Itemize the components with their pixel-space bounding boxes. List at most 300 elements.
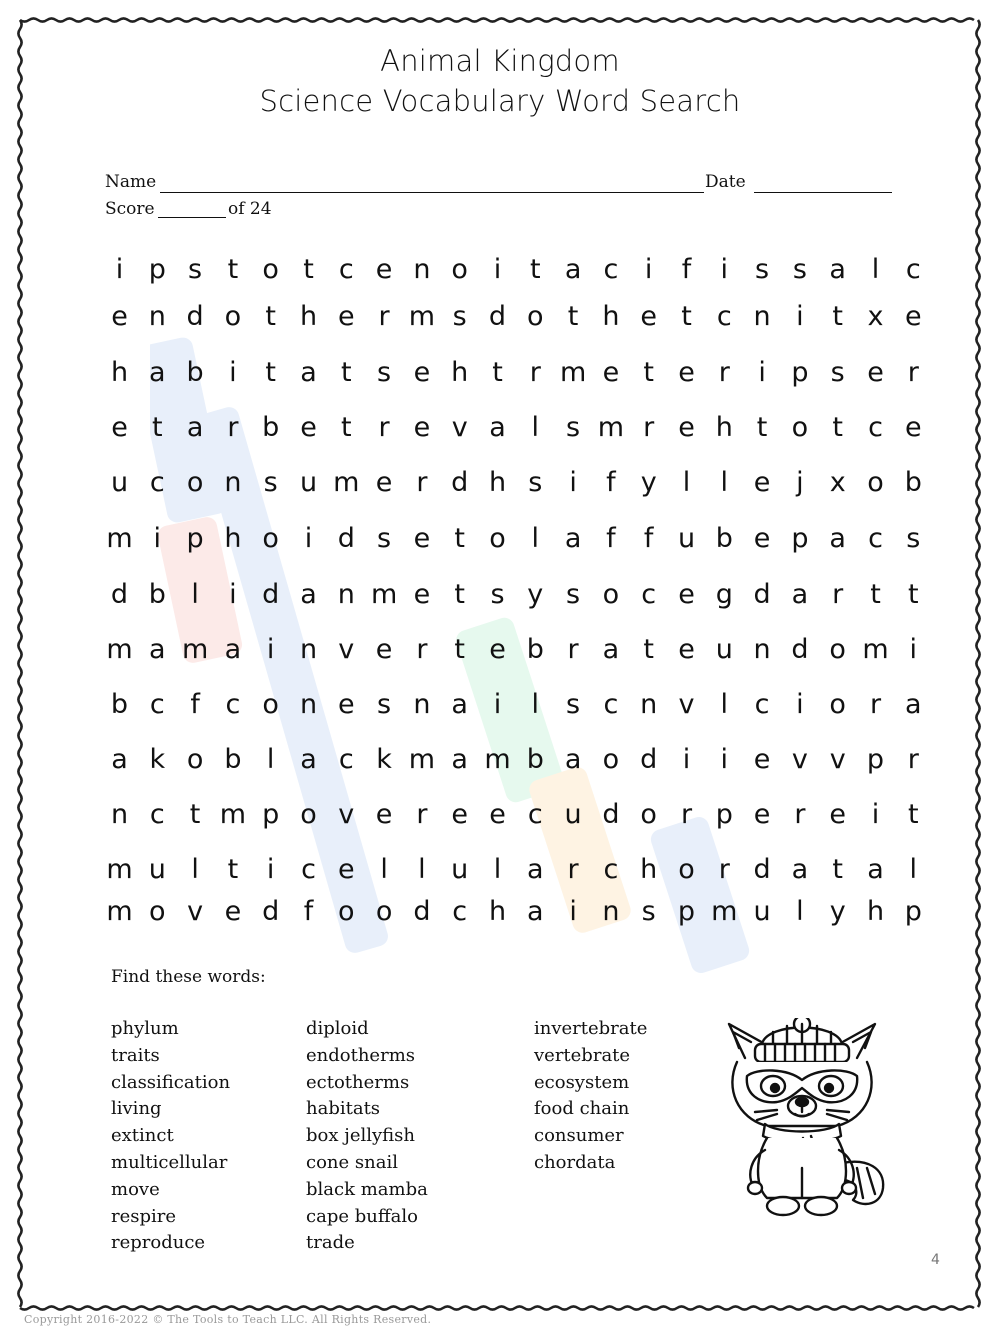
grid-letter[interactable]: r: [378, 301, 390, 332]
grid-letter[interactable]: v: [338, 634, 355, 665]
grid-letter[interactable]: e: [375, 254, 393, 285]
grid-letter[interactable]: t: [492, 357, 503, 388]
grid-letter[interactable]: r: [869, 689, 882, 720]
grid-letter[interactable]: d: [110, 579, 129, 610]
grid-letter[interactable]: d: [262, 579, 280, 610]
grid-letter[interactable]: m: [408, 744, 436, 775]
grid-letter[interactable]: h: [866, 896, 885, 927]
grid-letter[interactable]: y: [829, 896, 846, 927]
grid-letter[interactable]: l: [380, 854, 388, 885]
grid-letter[interactable]: s: [830, 357, 845, 388]
grid-letter[interactable]: v: [451, 412, 468, 443]
grid-letter[interactable]: m: [408, 301, 436, 332]
grid-letter[interactable]: o: [489, 523, 506, 554]
grid-letter[interactable]: e: [413, 412, 431, 443]
grid-letter[interactable]: c: [603, 854, 619, 885]
grid-letter[interactable]: n: [299, 634, 318, 665]
grid-letter[interactable]: n: [753, 301, 771, 332]
grid-letter[interactable]: o: [224, 301, 242, 332]
grid-letter[interactable]: s: [566, 579, 581, 610]
grid-letter[interactable]: d: [753, 854, 771, 885]
grid-letter[interactable]: p: [262, 799, 280, 830]
grid-letter[interactable]: o: [640, 799, 657, 830]
grid-letter[interactable]: n: [224, 467, 242, 498]
grid-letter[interactable]: t: [756, 412, 768, 443]
grid-letter[interactable]: o: [262, 254, 279, 285]
grid-letter[interactable]: i: [758, 357, 766, 388]
grid-letter[interactable]: e: [413, 579, 431, 610]
grid-letter[interactable]: k: [149, 744, 166, 775]
grid-letter[interactable]: p: [791, 523, 809, 554]
grid-letter[interactable]: o: [829, 634, 846, 665]
grid-letter[interactable]: r: [907, 744, 919, 775]
grid-letter[interactable]: b: [148, 579, 166, 610]
grid-letter[interactable]: f: [606, 523, 616, 554]
grid-letter[interactable]: i: [871, 799, 880, 830]
grid-letter[interactable]: n: [602, 896, 620, 927]
grid-letter[interactable]: b: [224, 744, 242, 775]
grid-letter[interactable]: p: [186, 523, 204, 554]
grid-letter[interactable]: e: [678, 412, 695, 443]
grid-letter[interactable]: d: [791, 634, 809, 665]
grid-letter[interactable]: l: [493, 854, 502, 885]
grid-letter[interactable]: i: [304, 523, 313, 554]
grid-letter[interactable]: m: [484, 744, 511, 775]
grid-letter[interactable]: p: [904, 896, 922, 927]
grid-letter[interactable]: b: [715, 523, 733, 554]
grid-letter[interactable]: b: [262, 412, 280, 443]
grid-letter[interactable]: a: [867, 854, 884, 885]
grid-letter[interactable]: m: [181, 634, 209, 665]
grid-letter[interactable]: n: [110, 799, 129, 830]
grid-letter[interactable]: p: [677, 896, 696, 927]
grid-letter[interactable]: a: [564, 254, 582, 285]
grid-letter[interactable]: f: [303, 896, 314, 927]
grid-letter[interactable]: a: [300, 744, 317, 775]
grid-letter[interactable]: e: [867, 357, 884, 388]
grid-letter[interactable]: r: [680, 799, 693, 830]
grid-letter[interactable]: o: [451, 254, 468, 285]
grid-letter[interactable]: i: [644, 254, 653, 285]
grid-letter[interactable]: o: [602, 579, 620, 610]
grid-letter[interactable]: a: [527, 896, 544, 927]
grid-letter[interactable]: m: [711, 896, 738, 927]
grid-letter[interactable]: e: [300, 412, 317, 443]
word-list-item: invertebrate: [534, 1018, 648, 1039]
grid-letter[interactable]: i: [229, 579, 237, 610]
grid-letter[interactable]: p: [791, 357, 809, 388]
name-field[interactable]: [160, 192, 704, 193]
grid-letter[interactable]: n: [299, 689, 318, 720]
grid-letter[interactable]: p: [148, 254, 166, 285]
grid-letter[interactable]: b: [526, 634, 544, 665]
grid-letter[interactable]: a: [451, 744, 468, 775]
grid-letter[interactable]: l: [418, 854, 426, 885]
grid-letter[interactable]: a: [149, 634, 166, 665]
grid-letter[interactable]: c: [603, 689, 619, 720]
grid-letter[interactable]: i: [796, 689, 804, 720]
grid-letter[interactable]: s: [528, 467, 543, 498]
grid-letter[interactable]: m: [862, 634, 889, 665]
grid-letter[interactable]: u: [715, 634, 733, 665]
grid-letter[interactable]: c: [149, 799, 165, 830]
grid-letter[interactable]: e: [337, 689, 355, 720]
grid-letter[interactable]: c: [338, 254, 354, 285]
grid-letter[interactable]: u: [148, 854, 166, 885]
date-field[interactable]: [754, 192, 892, 193]
grid-letter[interactable]: r: [718, 854, 730, 885]
grid-letter[interactable]: x: [867, 301, 884, 332]
grid-letter[interactable]: l: [909, 854, 918, 885]
grid-letter[interactable]: e: [375, 634, 393, 665]
grid-letter[interactable]: h: [602, 301, 620, 332]
grid-letter[interactable]: n: [640, 689, 658, 720]
grid-letter[interactable]: p: [866, 744, 885, 775]
grid-letter[interactable]: s: [792, 254, 807, 285]
grid-letter[interactable]: s: [377, 689, 392, 720]
grid-letter[interactable]: o: [527, 301, 544, 332]
grid-letter[interactable]: v: [187, 896, 204, 927]
grid-letter[interactable]: s: [188, 254, 203, 285]
grid-letter[interactable]: d: [753, 579, 771, 610]
grid-letter[interactable]: e: [602, 357, 620, 388]
grid-letter[interactable]: e: [678, 634, 695, 665]
grid-letter[interactable]: t: [643, 634, 654, 665]
grid-letter[interactable]: a: [905, 689, 922, 720]
grid-letter[interactable]: t: [832, 854, 843, 885]
grid-letter[interactable]: u: [564, 799, 582, 830]
grid-letter[interactable]: e: [451, 799, 468, 830]
grid-letter[interactable]: f: [190, 689, 200, 720]
grid-letter[interactable]: e: [640, 301, 657, 332]
word-list-item: food chain: [534, 1098, 630, 1120]
grid-letter[interactable]: t: [265, 357, 276, 388]
grid-letter[interactable]: h: [640, 854, 658, 885]
grid-letter[interactable]: t: [265, 301, 276, 332]
word-list-item: classification: [111, 1071, 231, 1093]
grid-letter[interactable]: e: [904, 412, 922, 443]
grid-letter[interactable]: h: [110, 357, 129, 388]
grid-letter[interactable]: e: [375, 799, 393, 830]
grid-letter[interactable]: o: [602, 744, 620, 775]
score-total: of 24: [228, 199, 272, 219]
grid-letter[interactable]: x: [829, 467, 846, 498]
grid-letter[interactable]: y: [640, 467, 657, 498]
grid-letter[interactable]: v: [829, 744, 846, 775]
grid-letter[interactable]: t: [567, 301, 579, 332]
grid-letter[interactable]: h: [224, 523, 242, 554]
grid-letter[interactable]: t: [530, 254, 541, 285]
grid-letter[interactable]: m: [106, 854, 133, 885]
grid-letter[interactable]: i: [720, 254, 729, 285]
grid-letter[interactable]: e: [829, 799, 846, 830]
grid-row: [100, 579, 930, 619]
grid-letter[interactable]: a: [300, 579, 317, 610]
grid-letter[interactable]: m: [106, 523, 133, 554]
grid-letter[interactable]: t: [832, 301, 843, 332]
grid-letter[interactable]: t: [832, 412, 843, 443]
grid-letter[interactable]: r: [529, 357, 541, 388]
grid-letter[interactable]: e: [337, 854, 355, 885]
grid-letter[interactable]: t: [870, 579, 881, 610]
grid-letter[interactable]: m: [219, 799, 247, 830]
grid-letter[interactable]: c: [149, 689, 165, 720]
grid-letter[interactable]: m: [370, 579, 398, 610]
grid-letter[interactable]: i: [153, 523, 162, 554]
grid-letter[interactable]: n: [148, 301, 166, 332]
grid-letter[interactable]: e: [489, 799, 506, 830]
grid-letter[interactable]: f: [681, 254, 692, 285]
grid-letter[interactable]: f: [643, 523, 654, 554]
grid-letter[interactable]: i: [796, 301, 804, 332]
grid-letter[interactable]: o: [300, 799, 317, 830]
grid-letter[interactable]: m: [106, 634, 133, 665]
grid-letter[interactable]: r: [794, 799, 806, 830]
grid-letter[interactable]: o: [186, 467, 204, 498]
grid-letter[interactable]: r: [416, 634, 428, 665]
grid-letter[interactable]: c: [603, 254, 619, 285]
grid-letter[interactable]: l: [796, 896, 804, 927]
grid-letter[interactable]: t: [303, 254, 314, 285]
grid-letter[interactable]: e: [753, 523, 771, 554]
grid-letter[interactable]: t: [341, 412, 352, 443]
grid-row: [100, 799, 930, 839]
grid-letter[interactable]: s: [377, 523, 392, 554]
grid-letter[interactable]: t: [643, 357, 654, 388]
grid-letter[interactable]: u: [677, 523, 696, 554]
grid-letter[interactable]: i: [720, 744, 729, 775]
grid-letter[interactable]: e: [413, 357, 431, 388]
grid-row: [100, 357, 930, 397]
grid-letter[interactable]: d: [186, 301, 204, 332]
word-list-item: consumer: [534, 1125, 624, 1147]
grid-letter[interactable]: l: [871, 254, 880, 285]
grid-letter[interactable]: l: [266, 744, 275, 775]
grid-letter[interactable]: a: [602, 634, 620, 665]
grid-letter[interactable]: r: [227, 412, 239, 443]
grid-letter[interactable]: a: [791, 579, 809, 610]
grid-letter[interactable]: k: [376, 744, 392, 775]
grid-letter[interactable]: b: [904, 467, 922, 498]
grid-letter[interactable]: v: [791, 744, 808, 775]
word-list-item: living: [111, 1098, 162, 1120]
grid-letter[interactable]: o: [186, 744, 204, 775]
grid-letter[interactable]: o: [867, 467, 884, 498]
grid-letter[interactable]: d: [337, 523, 355, 554]
grid-letter[interactable]: t: [227, 254, 239, 285]
grid-letter[interactable]: o: [262, 523, 279, 554]
grid-letter[interactable]: i: [909, 634, 918, 665]
grid-letter[interactable]: i: [266, 634, 275, 665]
grid-letter[interactable]: t: [454, 634, 465, 665]
grid-letter[interactable]: s: [755, 254, 770, 285]
grid-letter[interactable]: i: [569, 467, 577, 498]
grid-letter[interactable]: t: [908, 799, 919, 830]
grid-letter[interactable]: v: [338, 799, 355, 830]
grid-letter[interactable]: a: [111, 744, 128, 775]
grid-letter[interactable]: o: [375, 896, 393, 927]
grid-letter[interactable]: d: [640, 744, 658, 775]
grid-letter[interactable]: a: [564, 523, 582, 554]
grid-letter[interactable]: l: [191, 854, 199, 885]
word-list-item: diploid: [306, 1018, 369, 1039]
grid-letter[interactable]: d: [451, 467, 469, 498]
grid-letter[interactable]: e: [375, 467, 393, 498]
grid-letter[interactable]: a: [149, 357, 166, 388]
grid-letter[interactable]: r: [907, 357, 919, 388]
grid-letter[interactable]: e: [753, 744, 771, 775]
grid-letter[interactable]: d: [413, 896, 431, 927]
grid-letter[interactable]: c: [225, 689, 241, 720]
grid-letter[interactable]: m: [106, 896, 133, 927]
grid-letter[interactable]: o: [791, 412, 809, 443]
grid-letter[interactable]: l: [720, 467, 729, 498]
grid-letter[interactable]: a: [829, 254, 846, 285]
grid-letter[interactable]: d: [602, 799, 620, 830]
grid-letter[interactable]: h: [299, 301, 318, 332]
grid-letter[interactable]: s: [490, 579, 505, 610]
grid-letter[interactable]: m: [333, 467, 360, 498]
grid-letter[interactable]: r: [567, 634, 579, 665]
grid-letter[interactable]: b: [186, 357, 204, 388]
grid-letter[interactable]: c: [301, 854, 316, 885]
grid-letter[interactable]: r: [378, 412, 390, 443]
grid-letter[interactable]: e: [753, 467, 771, 498]
grid-letter[interactable]: u: [299, 467, 318, 498]
grid-letter[interactable]: s: [641, 896, 656, 927]
grid-letter[interactable]: l: [531, 523, 540, 554]
grid-letter[interactable]: i: [682, 744, 691, 775]
grid-letter[interactable]: t: [341, 357, 352, 388]
grid-letter[interactable]: u: [451, 854, 469, 885]
grid-letter[interactable]: l: [531, 689, 540, 720]
grid-letter[interactable]: r: [416, 467, 428, 498]
grid-letter[interactable]: l: [682, 467, 691, 498]
grid-letter[interactable]: i: [493, 689, 502, 720]
grid-letter[interactable]: u: [110, 467, 129, 498]
grid-letter[interactable]: s: [566, 689, 581, 720]
grid-letter[interactable]: e: [337, 301, 355, 332]
grid-letter[interactable]: u: [753, 896, 771, 927]
grid-letter[interactable]: a: [224, 634, 242, 665]
grid-letter[interactable]: c: [754, 689, 770, 720]
grid-letter[interactable]: m: [559, 357, 587, 388]
grid-letter[interactable]: t: [189, 799, 201, 830]
grid-letter[interactable]: d: [488, 301, 507, 332]
grid-letter[interactable]: e: [678, 357, 695, 388]
grid-letter[interactable]: s: [566, 412, 581, 443]
grid-letter[interactable]: b: [110, 689, 129, 720]
grid-letter[interactable]: n: [413, 689, 431, 720]
grid-letter[interactable]: r: [643, 412, 655, 443]
grid-letter[interactable]: e: [489, 634, 506, 665]
grid-letter[interactable]: h: [715, 412, 733, 443]
grid-letter[interactable]: t: [908, 579, 919, 610]
grid-letter[interactable]: e: [904, 301, 922, 332]
grid-letter[interactable]: l: [531, 412, 540, 443]
grid-letter[interactable]: i: [266, 854, 275, 885]
grid-letter[interactable]: n: [337, 579, 355, 610]
grid-letter[interactable]: c: [868, 523, 883, 554]
grid-letter[interactable]: i: [115, 254, 124, 285]
grid-letter[interactable]: j: [796, 467, 804, 498]
grid-letter[interactable]: t: [681, 301, 692, 332]
grid-letter[interactable]: a: [186, 412, 204, 443]
grid-letter[interactable]: s: [452, 301, 467, 332]
grid-letter[interactable]: c: [905, 254, 921, 285]
grid-letter[interactable]: r: [832, 579, 844, 610]
grid-letter[interactable]: t: [152, 412, 163, 443]
grid-letter[interactable]: e: [111, 301, 128, 332]
grid-letter[interactable]: a: [564, 744, 582, 775]
grid-letter[interactable]: a: [489, 412, 506, 443]
grid-letter[interactable]: a: [300, 357, 317, 388]
grid-letter[interactable]: t: [227, 854, 239, 885]
grid-letter[interactable]: v: [678, 689, 695, 720]
grid-letter[interactable]: h: [488, 896, 507, 927]
grid-letter[interactable]: n: [413, 254, 431, 285]
grid-letter[interactable]: e: [224, 896, 242, 927]
score-field[interactable]: [158, 217, 226, 218]
grid-letter[interactable]: i: [569, 896, 577, 927]
grid-letter[interactable]: r: [416, 799, 428, 830]
grid-letter[interactable]: o: [149, 896, 166, 927]
grid-letter[interactable]: e: [678, 579, 695, 610]
grid-letter[interactable]: o: [678, 854, 695, 885]
grid-letter[interactable]: c: [527, 799, 543, 830]
grid-row: [100, 854, 930, 894]
grid-letter[interactable]: h: [451, 357, 469, 388]
grid-letter[interactable]: s: [263, 467, 278, 498]
grid-letter[interactable]: c: [452, 896, 468, 927]
grid-letter[interactable]: b: [526, 744, 544, 775]
grid-letter[interactable]: i: [493, 254, 502, 285]
grid-letter[interactable]: f: [606, 467, 616, 498]
grid-letter[interactable]: c: [149, 467, 165, 498]
grid-letter[interactable]: r: [567, 854, 579, 885]
grid-letter[interactable]: t: [454, 579, 465, 610]
grid-letter[interactable]: a: [451, 689, 468, 720]
grid-letter[interactable]: e: [413, 523, 431, 554]
grid-letter[interactable]: d: [262, 896, 280, 927]
grid-letter[interactable]: l: [720, 689, 729, 720]
grid-letter[interactable]: c: [716, 301, 732, 332]
grid-letter[interactable]: e: [111, 412, 128, 443]
grid-letter[interactable]: i: [229, 357, 237, 388]
grid-letter[interactable]: t: [454, 523, 465, 554]
grid-letter[interactable]: s: [377, 357, 392, 388]
grid-letter[interactable]: y: [527, 579, 544, 610]
grid-letter[interactable]: c: [641, 579, 657, 610]
grid-letter[interactable]: c: [868, 412, 883, 443]
grid-letter[interactable]: g: [715, 579, 733, 610]
grid-letter[interactable]: c: [338, 744, 354, 775]
grid-letter[interactable]: l: [191, 579, 199, 610]
grid-letter[interactable]: a: [829, 523, 846, 554]
grid-letter[interactable]: o: [262, 689, 279, 720]
grid-letter[interactable]: o: [829, 689, 846, 720]
grid-letter[interactable]: p: [715, 799, 733, 830]
grid-letter[interactable]: n: [753, 634, 771, 665]
grid-letter[interactable]: h: [488, 467, 507, 498]
grid-letter[interactable]: m: [597, 412, 625, 443]
grid-letter[interactable]: e: [753, 799, 771, 830]
grid-letter[interactable]: a: [527, 854, 544, 885]
grid-letter[interactable]: r: [718, 357, 730, 388]
grid-letter[interactable]: a: [791, 854, 809, 885]
grid-letter[interactable]: s: [906, 523, 921, 554]
grid-letter[interactable]: o: [338, 896, 355, 927]
